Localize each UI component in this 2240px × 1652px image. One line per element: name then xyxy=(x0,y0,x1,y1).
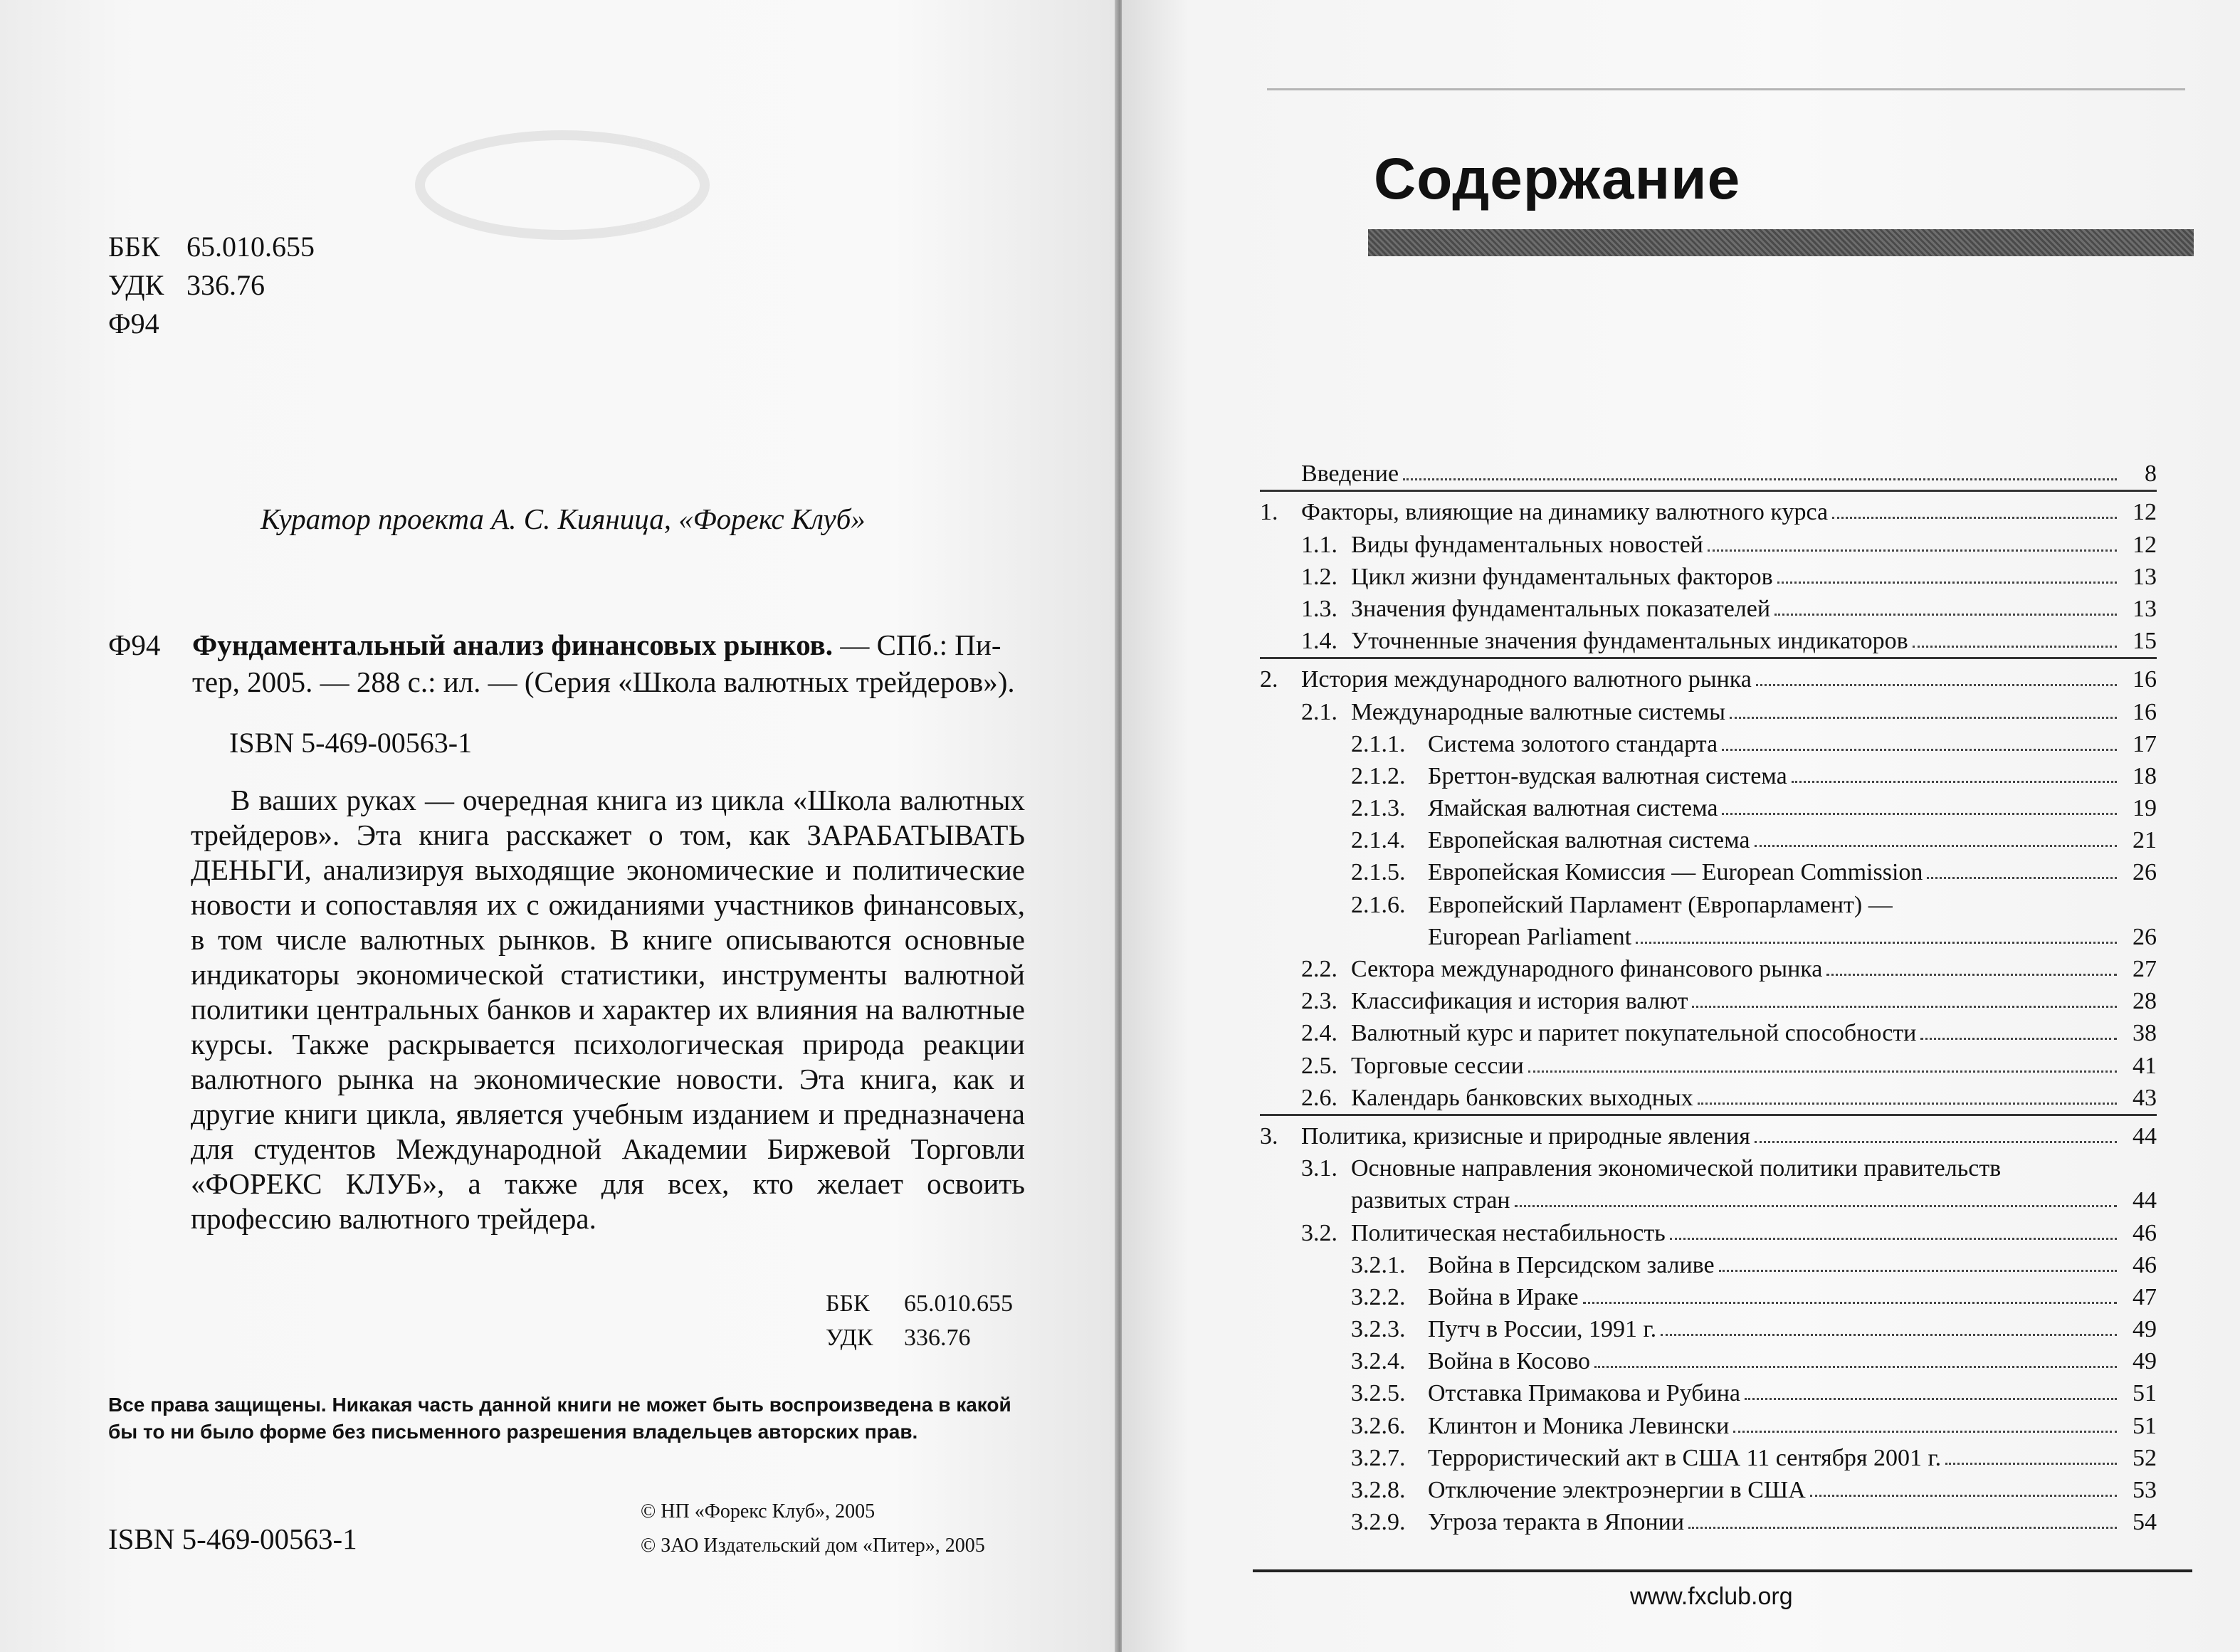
toc-entry[interactable] xyxy=(1260,1311,2157,1343)
toc-dot-leader xyxy=(1722,749,2117,751)
catalog-row: УДК 336.76 xyxy=(108,269,265,301)
toc-page-number: 17 xyxy=(2133,730,2157,757)
toc-entry[interactable] xyxy=(1260,559,2157,591)
toc-entry[interactable] xyxy=(1260,1440,2157,1472)
toc-entry-number: 3.2. xyxy=(1301,1219,1337,1246)
toc-page-number: 26 xyxy=(2133,859,2157,886)
toc-dot-leader xyxy=(1774,614,2117,616)
toc-entry-title: Сектора международного финансового рынка xyxy=(1351,956,1823,982)
toc-dot-leader xyxy=(1826,974,2117,976)
toc-dot-leader xyxy=(1594,1366,2117,1368)
toc-dot-leader xyxy=(1528,1070,2117,1073)
book-abstract: В ваших руках — очередная книга из цикла «Школа валютных трейдеров». Эта книга расскажет о том, как ЗАРАБАТЫВАТЬ ДЕНЬГИ, анализируя выходящие экономические и политические новости и сопоставляя их с ожиданиями участников финансовых, в том числе валютных рынков. В книге описываются основные индикаторы экономической статистики, инструменты валютной политики центральных банков и характер их влияния на валютные курсы. Также раскрывается психологическая природа реакции валютного рынка на экономические новости. Эта книга, как и другие книги цикла, является учебным изданием и предназначена для студентов Международной Академии Биржевой Торговли «ФОРЕКС КЛУБ», а также для всех, кто желает освоить профессию валютного трейдера. xyxy=(191,784,1025,1235)
toc-page-number: 44 xyxy=(2133,1122,2157,1149)
toc-entry-title: Путч в России, 1991 г. xyxy=(1428,1316,1657,1343)
catalog-row: Ф94 xyxy=(108,307,159,340)
toc-entry-number: 3.2.9. xyxy=(1351,1509,1406,1536)
toc-page-number: 51 xyxy=(2133,1412,2157,1439)
toc-entry-number: 3.2.2. xyxy=(1351,1283,1406,1310)
toc-entry-number: 2.1.5. xyxy=(1351,859,1406,886)
toc-entry[interactable] xyxy=(1260,822,2157,854)
toc-entry[interactable] xyxy=(1260,983,2157,1015)
toc-page-number: 28 xyxy=(2133,988,2157,1015)
toc-entry-title: Война в Персидском заливе xyxy=(1428,1251,1715,1278)
toc-entry[interactable] xyxy=(1260,661,2157,693)
toc-entry[interactable] xyxy=(1260,726,2157,758)
toc-entry-number: 2.3. xyxy=(1301,988,1337,1015)
left-page xyxy=(0,0,1118,1652)
toc-entry[interactable] xyxy=(1260,1080,2157,1112)
toc-entry-title: Виды фундаментальных новостей xyxy=(1351,531,1703,558)
toc-entry[interactable] xyxy=(1260,854,2157,886)
toc-entry-title: Введение xyxy=(1301,461,1399,488)
toc-entry-number: 2.5. xyxy=(1301,1052,1337,1079)
toc-entry[interactable] xyxy=(1260,790,2157,822)
catalog-codes-right xyxy=(826,1287,1013,1355)
toc-entry-number: 1.2. xyxy=(1301,563,1337,590)
toc-page-number: 49 xyxy=(2133,1316,2157,1343)
toc-entry-title: Война в Ираке xyxy=(1428,1283,1579,1310)
toc-page-number: 8 xyxy=(2145,461,2157,488)
toc-dot-leader xyxy=(1688,1527,2117,1529)
isbn-mid: ISBN 5-469-00563-1 xyxy=(229,727,473,759)
toc-page-number: 13 xyxy=(2133,563,2157,590)
toc-dot-leader xyxy=(1636,942,2117,944)
toc-entry-title: Значения фундаментальных показателей xyxy=(1351,595,1771,622)
toc-entry-number: 2.1.3. xyxy=(1351,795,1406,822)
toc-dot-leader xyxy=(1913,646,2117,648)
toc-entry-number: 2.1.2. xyxy=(1351,762,1406,789)
toc-entry[interactable] xyxy=(1260,1015,2157,1047)
toc-entry-number: 1.3. xyxy=(1301,595,1337,622)
toc-title: Содержание xyxy=(1374,147,1741,211)
catalog-row: ББК 65.010.655 xyxy=(108,231,315,263)
toc-entry-title: История международного валютного рынка xyxy=(1301,666,1752,693)
toc-entry[interactable] xyxy=(1260,886,2157,918)
toc-page-number: 54 xyxy=(2133,1509,2157,1536)
toc-entry-title: Отставка Примакова и Рубина xyxy=(1428,1380,1740,1407)
toc-entry-title: Политическая нестабильность xyxy=(1351,1219,1666,1246)
toc-entry[interactable] xyxy=(1260,1375,2157,1407)
toc-dot-leader xyxy=(1920,1038,2117,1040)
toc-entry[interactable] xyxy=(1260,1407,2157,1439)
toc-entry[interactable] xyxy=(1260,1214,2157,1246)
toc-dot-leader xyxy=(1832,517,2117,519)
toc-entry-title: European Parliament xyxy=(1428,923,1632,950)
toc-dot-leader xyxy=(1708,549,2117,552)
toc-entry[interactable] xyxy=(1260,951,2157,983)
toc-page-number: 12 xyxy=(2133,531,2157,558)
toc-entry-number: 3.2.5. xyxy=(1351,1380,1406,1407)
bleed-through-logo-icon xyxy=(384,114,740,256)
toc-page-number: 46 xyxy=(2133,1251,2157,1278)
toc-entry-number: 3.2.1. xyxy=(1351,1251,1406,1278)
toc-entry[interactable] xyxy=(1260,693,2157,725)
catalog-codes xyxy=(108,228,315,343)
book-title: Фундаментальный анализ финансовых рынков. xyxy=(192,628,834,661)
toc-entry-number: 2.1.6. xyxy=(1351,891,1406,918)
toc-entry-number: 2.1. xyxy=(1301,698,1337,725)
toc-entry-number: 3.1. xyxy=(1301,1155,1337,1182)
title-underline-bar xyxy=(1368,229,2194,256)
toc-entry-title: Календарь банковских выходных xyxy=(1351,1084,1693,1111)
toc-section-divider xyxy=(1260,490,2157,492)
toc-entry-title: Клинтон и Моника Левински xyxy=(1428,1412,1730,1439)
toc-entry-number: 3.2.7. xyxy=(1351,1444,1406,1471)
toc-entry-title: Война в Косово xyxy=(1428,1348,1590,1375)
project-curator: Куратор проекта А. С. Кияница, «Форекс Клуб» xyxy=(261,503,866,535)
toc-entry[interactable] xyxy=(1260,1279,2157,1311)
website-url[interactable]: www.fxclub.org xyxy=(1630,1583,1793,1610)
toc-entry[interactable] xyxy=(1260,494,2157,526)
toc-entry-number: 3.2.8. xyxy=(1351,1477,1406,1503)
toc-dot-leader xyxy=(1810,1495,2117,1497)
toc-dot-leader xyxy=(1755,1141,2117,1143)
toc-page-number: 46 xyxy=(2133,1219,2157,1246)
toc-entry[interactable] xyxy=(1260,526,2157,558)
toc-entry[interactable] xyxy=(1260,1343,2157,1375)
toc-entry-title: Уточненные значения фундаментальных индикаторов xyxy=(1351,628,1908,655)
toc-page-number: 52 xyxy=(2133,1444,2157,1471)
toc-entry-title: Цикл жизни фундаментальных факторов xyxy=(1351,563,1773,590)
toc-dot-leader xyxy=(1777,582,2117,584)
biblio-code: Ф94 xyxy=(108,628,161,661)
toc-entry-number: 3. xyxy=(1260,1122,1278,1149)
biblio-line2: тер, 2005. — 288 с.: ил. — (Серия «Школа валютных трейдеров»). xyxy=(192,665,1015,698)
toc-entry-number: 1.1. xyxy=(1301,531,1337,558)
toc-entry-number: 1.4. xyxy=(1301,628,1337,655)
toc-entry[interactable] xyxy=(1260,591,2157,623)
toc-entry[interactable] xyxy=(1260,623,2157,655)
toc-page-number: 53 xyxy=(2133,1477,2157,1503)
toc-entry-title: Международные валютные системы xyxy=(1351,698,1725,725)
toc-entry[interactable] xyxy=(1260,1504,2157,1536)
toc-entry[interactable] xyxy=(1260,1247,2157,1279)
toc-entry-title: Европейский Парламент (Европарламент) — xyxy=(1428,891,1893,918)
toc-entry-title: Террористический акт в США 11 сентября 2001 г. xyxy=(1428,1444,1942,1471)
toc-dot-leader xyxy=(1692,1006,2117,1008)
toc-page-number: 13 xyxy=(2133,595,2157,622)
toc-page-number: 18 xyxy=(2133,762,2157,789)
toc-entry-title: Европейская Комиссия — European Commission xyxy=(1428,859,1923,886)
toc-entry-number: 2.1.1. xyxy=(1351,730,1406,757)
copyright-line: © ЗАО Издательский дом «Питер», 2005 xyxy=(641,1535,985,1557)
toc-entry-number: 3.2.3. xyxy=(1351,1316,1406,1343)
bleed-through-header xyxy=(1267,64,2185,90)
toc-entry-number: 2.4. xyxy=(1301,1020,1337,1047)
toc-page-number: 41 xyxy=(2133,1052,2157,1079)
toc-dot-leader xyxy=(1661,1334,2117,1336)
toc-entry-title: развитых стран xyxy=(1351,1187,1510,1214)
toc-page-number: 26 xyxy=(2133,923,2157,950)
toc-entry-title: Торговые сессии xyxy=(1351,1052,1524,1079)
toc-dot-leader xyxy=(1733,1431,2117,1433)
toc-entry[interactable] xyxy=(1260,919,2157,951)
toc-dot-leader xyxy=(1730,717,2117,719)
rights-notice: Все права защищены. Никакая часть данной книги не может быть воспроизведена в какой бы то ни было форме без письменного разрешения владельцев авторских прав. xyxy=(108,1394,1011,1443)
toc-dot-leader xyxy=(1927,877,2117,879)
toc-entry[interactable] xyxy=(1260,1047,2157,1079)
toc-entry-title: Отключение электроэнергии в США xyxy=(1428,1477,1806,1503)
toc-page-number: 43 xyxy=(2133,1084,2157,1111)
table-of-contents xyxy=(1260,456,2157,1536)
toc-entry-title: Угроза теракта в Японии xyxy=(1428,1509,1685,1536)
toc-dot-leader xyxy=(1515,1205,2117,1207)
isbn-bottom: ISBN 5-469-00563-1 xyxy=(108,1522,357,1555)
toc-entry-number: 3.2.6. xyxy=(1351,1412,1406,1439)
toc-entry[interactable] xyxy=(1260,1118,2157,1150)
toc-entry-title: Факторы, влияющие на динамику валютного курса xyxy=(1301,499,1829,526)
toc-dot-leader xyxy=(1670,1238,2117,1240)
toc-page-number: 12 xyxy=(2133,499,2157,526)
toc-entry-number: 3.2.4. xyxy=(1351,1348,1406,1375)
toc-dot-leader xyxy=(1792,781,2117,783)
toc-dot-leader xyxy=(1722,813,2117,815)
copyright-notices xyxy=(641,1495,985,1563)
toc-page-number: 16 xyxy=(2133,666,2157,693)
toc-dot-leader xyxy=(1755,845,2117,847)
catalog-row: ББК 65.010.655 xyxy=(826,1290,1013,1317)
toc-entry[interactable] xyxy=(1260,456,2157,488)
toc-dot-leader xyxy=(1583,1302,2117,1304)
toc-entry[interactable] xyxy=(1260,1472,2157,1504)
toc-entry-title: Ямайская валютная система xyxy=(1428,795,1718,822)
toc-dot-leader xyxy=(1945,1463,2117,1465)
toc-dot-leader xyxy=(1698,1103,2117,1105)
toc-section-divider xyxy=(1260,657,2157,659)
toc-entry-title: Система золотого стандарта xyxy=(1428,730,1718,757)
copyright-line: © НП «Форекс Клуб», 2005 xyxy=(641,1500,876,1522)
toc-page-number: 16 xyxy=(2133,698,2157,725)
footer-rule xyxy=(1253,1569,2192,1572)
toc-page-number: 27 xyxy=(2133,956,2157,982)
toc-entry-title: Классификация и история валют xyxy=(1351,988,1688,1015)
toc-entry-title: Бреттон-вудская валютная система xyxy=(1428,762,1787,789)
toc-section-divider xyxy=(1260,1114,2157,1116)
toc-page-number: 15 xyxy=(2133,628,2157,655)
toc-page-number: 47 xyxy=(2133,1283,2157,1310)
catalog-row: УДК 336.76 xyxy=(826,1325,971,1351)
toc-dot-leader xyxy=(1403,478,2117,480)
toc-page-number: 49 xyxy=(2133,1348,2157,1375)
toc-entry-title: Европейская валютная система xyxy=(1428,827,1750,854)
toc-dot-leader xyxy=(1719,1270,2117,1272)
toc-entry-number: 1. xyxy=(1260,499,1278,526)
toc-entry-number: 2.1.4. xyxy=(1351,827,1406,854)
bibliographic-record: Ф94 Фундаментальный анализ финансовых рынков. — СПб.: Пи- тер, 2005. — 288 с.: ил. — (Серия «Школа валютных трейдеров»). xyxy=(108,626,1026,700)
toc-page-number: 51 xyxy=(2133,1380,2157,1407)
toc-entry-number: 2. xyxy=(1260,666,1278,693)
toc-page-number: 44 xyxy=(2133,1187,2157,1214)
toc-entry-title: Валютный курс и паритет покупательной способности xyxy=(1351,1020,1917,1047)
toc-entry[interactable] xyxy=(1260,758,2157,790)
toc-page-number: 19 xyxy=(2133,795,2157,822)
toc-dot-leader xyxy=(1745,1398,2117,1400)
toc-page-number: 21 xyxy=(2133,827,2157,854)
toc-entry-number: 2.2. xyxy=(1301,956,1337,982)
toc-entry-number: 2.6. xyxy=(1301,1084,1337,1111)
toc-dot-leader xyxy=(1756,684,2117,686)
toc-entry[interactable] xyxy=(1260,1182,2157,1214)
toc-entry[interactable] xyxy=(1260,1150,2157,1182)
toc-entry-title: Основные направления экономической политики правительств xyxy=(1351,1155,2002,1182)
toc-entry-title: Политика, кризисные и природные явления xyxy=(1301,1122,1750,1149)
toc-page-number: 38 xyxy=(2133,1020,2157,1047)
